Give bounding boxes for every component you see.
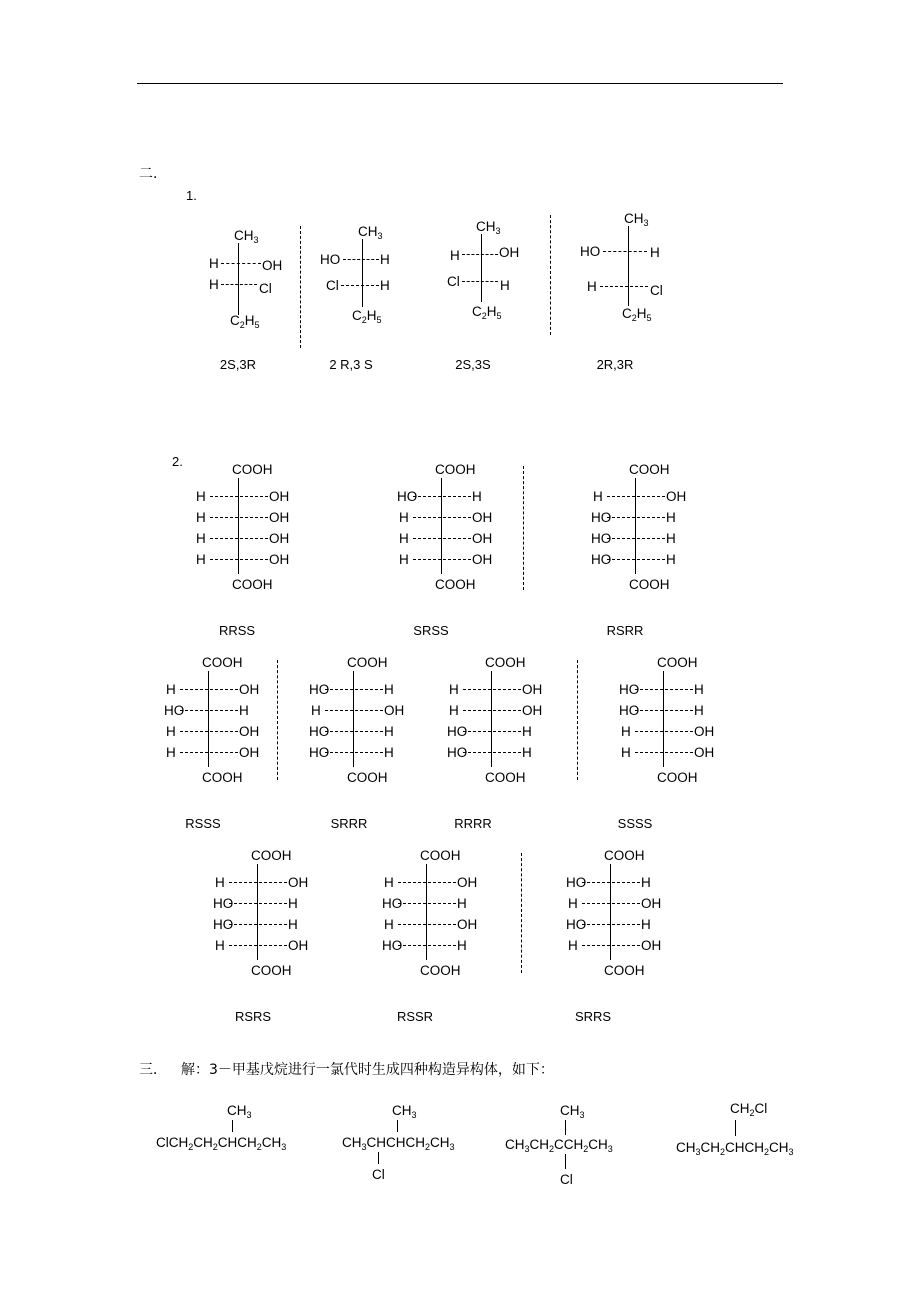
bond-line — [463, 752, 521, 753]
config-label: RSRR — [606, 623, 644, 638]
substituent-right: H — [472, 489, 482, 504]
bond-line — [398, 903, 456, 904]
carboxyl-top: COOH — [604, 848, 645, 863]
substituent-left: H — [166, 724, 176, 739]
bond-line — [413, 538, 471, 539]
substituent-right: H — [384, 745, 394, 760]
substituent-right: OH — [522, 682, 543, 697]
bond-line — [229, 945, 287, 946]
config-label: RRRR — [454, 816, 492, 831]
config-label: 2S,3S — [455, 357, 491, 372]
bond-line — [229, 903, 287, 904]
substituent-right: OH — [239, 745, 260, 760]
substituent-right: OH — [269, 510, 290, 525]
substituent-left: H — [621, 745, 631, 760]
substituent-right: H — [457, 896, 467, 911]
bond-line — [180, 752, 238, 753]
mirror-line — [277, 660, 278, 780]
bond-line — [325, 752, 383, 753]
substituent-right: H — [666, 531, 676, 546]
substituent-left: H — [449, 682, 459, 697]
bond-line — [413, 517, 471, 518]
bond-line — [413, 559, 471, 560]
substituent-left: H — [166, 682, 176, 697]
substituent-right: OH — [666, 489, 687, 504]
substituent-left: HO — [447, 745, 468, 760]
substituent-right: OH — [694, 724, 715, 739]
substituent-right: OH — [472, 552, 493, 567]
config-label: 2R,3R — [596, 357, 634, 372]
bond-line — [398, 945, 456, 946]
substituent-left: HO — [591, 510, 612, 525]
mirror-line — [577, 660, 578, 780]
carboxyl-bottom: COOH — [232, 577, 273, 592]
bond-line — [229, 882, 287, 883]
substituent-right: H — [288, 896, 298, 911]
carboxyl-top: COOH — [420, 848, 461, 863]
config-label: SRRR — [330, 816, 368, 831]
substituent-left: H — [593, 489, 603, 504]
config-label: SSSS — [617, 816, 653, 831]
substituent-left: HO — [213, 917, 234, 932]
substituent-left: H — [568, 896, 578, 911]
bond-line — [398, 924, 456, 925]
bond-line — [210, 496, 268, 497]
substituent-left: H — [399, 510, 409, 525]
substituent-right: OH — [239, 682, 260, 697]
bond-line — [325, 731, 383, 732]
bond-line — [582, 945, 640, 946]
substituent-right: OH — [694, 745, 715, 760]
substituent-right: OH — [269, 489, 290, 504]
bond-line — [463, 689, 521, 690]
substituent-right: H — [288, 917, 298, 932]
substituent-right: OH — [457, 875, 478, 890]
mirror-line — [300, 226, 301, 348]
substituent-left: HO — [591, 531, 612, 546]
bond-line — [607, 517, 665, 518]
substituent-left: HO — [382, 938, 403, 953]
carboxyl-bottom: COOH — [251, 963, 292, 978]
part-1-number: 1. — [186, 188, 197, 203]
carboxyl-bottom: COOH — [435, 577, 476, 592]
carboxyl-bottom: COOH — [629, 577, 670, 592]
substituent-left: HO — [164, 703, 185, 718]
bond-line — [325, 689, 383, 690]
substituent-left: H — [621, 724, 631, 739]
carboxyl-top: COOH — [657, 655, 698, 670]
carboxyl-bottom: COOH — [485, 770, 526, 785]
substituent-left: H — [568, 938, 578, 953]
substituent-left: H — [399, 552, 409, 567]
carboxyl-bottom: COOH — [420, 963, 461, 978]
substituent-left: H — [215, 938, 225, 953]
substituent-left: HO — [566, 875, 587, 890]
substituent-right: H — [694, 703, 704, 718]
substituent-right: OH — [288, 875, 309, 890]
substituent-right: H — [666, 552, 676, 567]
config-label: 2S,3R — [219, 357, 257, 372]
substituent-right: H — [522, 745, 532, 760]
substituent-left: H — [196, 489, 206, 504]
substituent-right: H — [384, 724, 394, 739]
carboxyl-bottom: COOH — [657, 770, 698, 785]
substituent-left: H — [384, 875, 394, 890]
substituent-right: H — [457, 938, 467, 953]
carboxyl-bottom: COOH — [347, 770, 388, 785]
bond-line — [635, 689, 693, 690]
substituent-right: OH — [472, 531, 493, 546]
carboxyl-top: COOH — [202, 655, 243, 670]
substituent-right: OH — [641, 938, 662, 953]
carboxyl-top: COOH — [251, 848, 292, 863]
substituent-right: OH — [288, 938, 309, 953]
bond-line — [325, 710, 383, 711]
substituent-left: H — [449, 703, 459, 718]
substituent-left: HO — [591, 552, 612, 567]
substituent-right: H — [641, 875, 651, 890]
substituent-right: H — [666, 510, 676, 525]
bond-line — [582, 882, 640, 883]
carboxyl-top: COOH — [485, 655, 526, 670]
bond-line — [582, 903, 640, 904]
bond-line — [180, 731, 238, 732]
substituent-right: OH — [384, 703, 405, 718]
config-label: SRSS — [413, 623, 449, 638]
bond-line — [180, 689, 238, 690]
substituent-left: H — [311, 703, 321, 718]
substituent-right: H — [641, 917, 651, 932]
bond-line — [413, 496, 471, 497]
substituent-left: H — [196, 531, 206, 546]
substituent-left: H — [384, 917, 394, 932]
bond-line — [635, 731, 693, 732]
bond-line — [229, 924, 287, 925]
substituent-left: HO — [309, 682, 330, 697]
substituent-right: OH — [472, 510, 493, 525]
header-rule — [137, 83, 783, 84]
bond-line — [635, 710, 693, 711]
substituent-left: HO — [619, 703, 640, 718]
substituent-left: H — [399, 531, 409, 546]
carboxyl-top: COOH — [629, 462, 670, 477]
substituent-right: H — [239, 703, 249, 718]
substituent-left: HO — [382, 896, 403, 911]
substituent-right: OH — [457, 917, 478, 932]
bond-line — [210, 559, 268, 560]
substituent-left: HO — [309, 745, 330, 760]
bond-line — [607, 496, 665, 497]
carboxyl-bottom: COOH — [202, 770, 243, 785]
substituent-left: HO — [447, 724, 468, 739]
carboxyl-bottom: COOH — [604, 963, 645, 978]
substituent-left: HO — [397, 489, 418, 504]
substituent-left: HO — [566, 917, 587, 932]
carboxyl-top: COOH — [232, 462, 273, 477]
config-label: RSSR — [396, 1009, 434, 1024]
section-2-heading: 二. — [139, 166, 158, 182]
substituent-left: H — [166, 745, 176, 760]
config-label: RRSS — [218, 623, 256, 638]
substituent-left: H — [196, 510, 206, 525]
carboxyl-top: COOH — [435, 462, 476, 477]
bond-line — [607, 538, 665, 539]
mirror-line — [521, 853, 522, 973]
config-label: 2 R,3 S — [329, 357, 373, 372]
substituent-left: HO — [309, 724, 330, 739]
substituent-right: H — [384, 682, 394, 697]
substituent-right: H — [522, 724, 532, 739]
substituent-right: OH — [239, 724, 260, 739]
bond-line — [180, 710, 238, 711]
substituent-right: OH — [269, 531, 290, 546]
substituent-right: H — [694, 682, 704, 697]
substituent-left: HO — [213, 896, 234, 911]
section-3-heading: 三． — [139, 1062, 167, 1078]
bond-line — [463, 710, 521, 711]
substituent-left: H — [196, 552, 206, 567]
config-label: RSRS — [234, 1009, 272, 1024]
bond-line — [210, 538, 268, 539]
bond-line — [463, 731, 521, 732]
substituent-right: OH — [522, 703, 543, 718]
carboxyl-top: COOH — [347, 655, 388, 670]
bond-line — [582, 924, 640, 925]
bond-line — [210, 517, 268, 518]
bond-line — [398, 882, 456, 883]
config-label: SRRS — [574, 1009, 612, 1024]
substituent-right: OH — [269, 552, 290, 567]
substituent-right: OH — [641, 896, 662, 911]
mirror-line — [550, 215, 551, 335]
section-3-text: 解：3－甲基戊烷进行一氯代时生成四种构造异构体，如下： — [181, 1062, 554, 1078]
bond-line — [607, 559, 665, 560]
substituent-left: H — [215, 875, 225, 890]
substituent-left: HO — [619, 682, 640, 697]
mirror-line — [523, 466, 524, 590]
config-label: RSSS — [185, 816, 221, 831]
part-2-number: 2. — [172, 454, 183, 469]
bond-line — [635, 752, 693, 753]
